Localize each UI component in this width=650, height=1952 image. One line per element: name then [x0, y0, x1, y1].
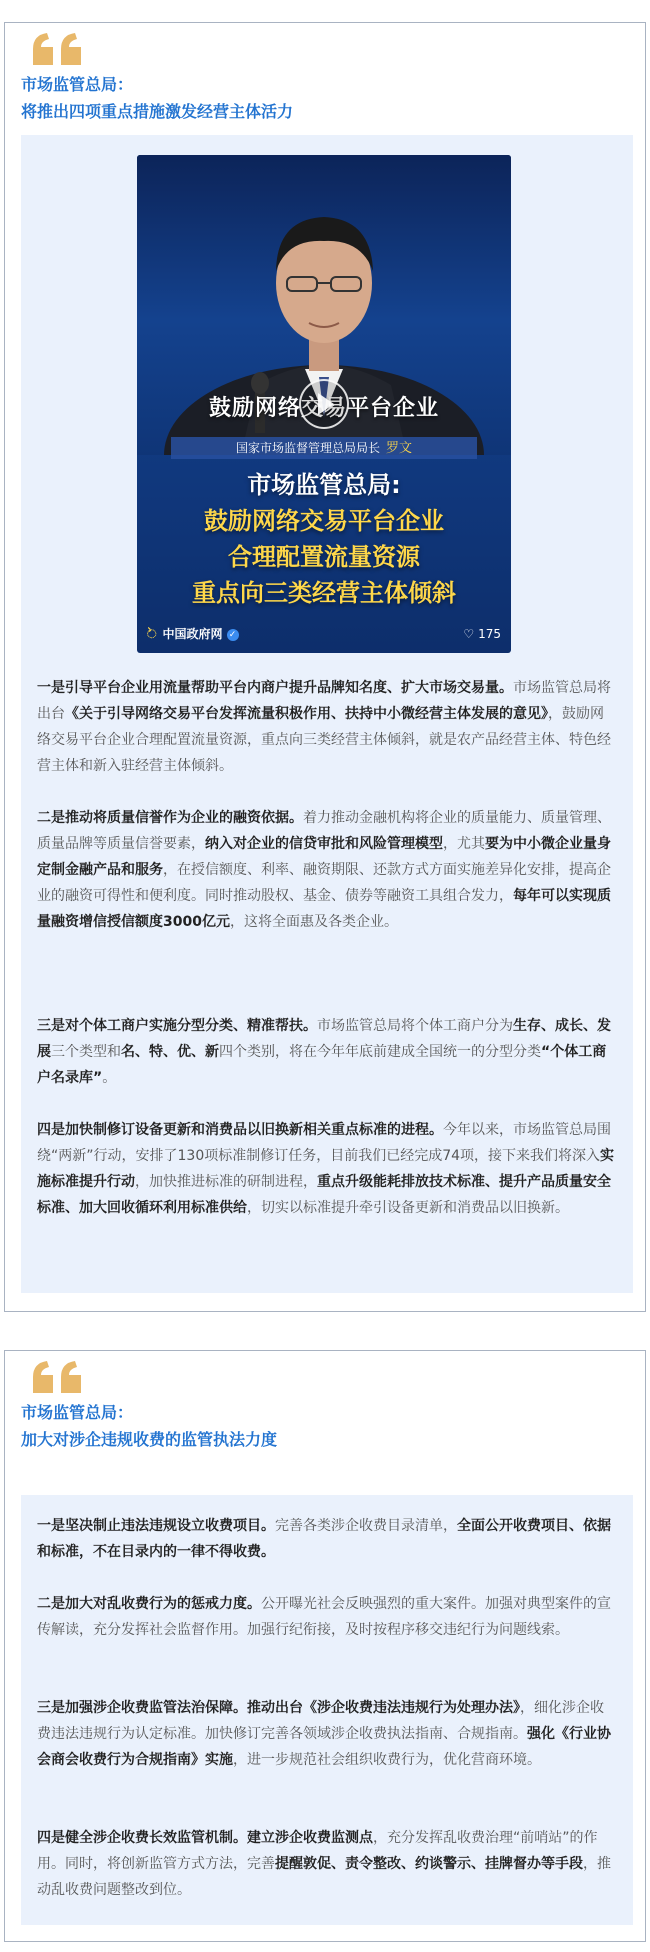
card-title: [21, 1399, 625, 1453]
like-icon: ♡: [463, 627, 475, 641]
paragraph: [37, 1117, 617, 1221]
source-logo-icon: ᨛ: [147, 627, 157, 641]
paragraph-text: 三个类型和: [51, 1044, 121, 1060]
paragraph-bold-text: 重点升级能耗排放技术标准、提升产品质量安全标准、加大回收循环利用标准供给: [37, 1174, 611, 1216]
paragraph-text: ，切实以标准提升牵引设备更新和消费品以旧换新。: [247, 1200, 569, 1216]
quote-icon: [31, 31, 87, 67]
paragraph: [37, 1513, 617, 1565]
paragraph-bold-text: 二是加大对乱收费行为的惩戒力度。: [37, 1596, 261, 1612]
paragraph: [37, 1825, 617, 1903]
paragraph-text: 市场监管总局将个体工商户分为: [317, 1018, 513, 1034]
card-title-line2: 将推出四项重点措施激发经营主体活力: [21, 102, 294, 121]
paragraph-text: ，细化涉企收费违法违规行为认定标准。加快修订完善各领域涉企收费执法指南、合规指南。: [37, 1700, 604, 1742]
paragraph-bold-text: 三是加强涉企收费监管法治保障。推动出台《涉企收费违法违规行为处理办法》: [37, 1700, 520, 1716]
paragraph-text: 四个类别，将在今年年底前建成全国统一的分型分类: [219, 1044, 541, 1060]
paragraph-text: ，在授信额度、利率、融资期限、还款方式方面实施差异化安排，提高企业的融资可得性和便利度。同时推动股权、基金、债券等融资工具组合发力，: [37, 862, 611, 904]
paragraph-text: ，这将全面惠及各类企业。: [229, 914, 398, 930]
paragraph-bold-text: 实施标准提升行动: [37, 1148, 615, 1190]
paragraph-bold-text: 三是对个体工商户实施分型分类、精准帮扶。: [37, 1018, 317, 1034]
quote-icon: [31, 1359, 87, 1395]
paragraph: [37, 805, 617, 935]
card-title-line2: 加大对涉企违规收费的监管执法力度: [21, 1430, 278, 1449]
paragraph-bold-text: 提醒敦促、责令整改、约谈警示、挂牌督办等手段: [275, 1856, 583, 1872]
video-headline-line1: 市场监管总局:: [247, 471, 401, 499]
video-footer: [147, 623, 501, 645]
paragraph-text: 着力推动金融机构将企业的质量能力、质量管理、质量品牌等质量信誉要素，: [37, 810, 611, 852]
paragraph-bold-text: 《关于引导网络交易平台发挥流量积极作用、扶持中小微经营主体发展的意见》: [65, 706, 548, 722]
paragraph-bold-text: “个体工商户名录库”: [37, 1044, 607, 1086]
paragraph-text: ，充分发挥乱收费治理“前哨站”的作用。同时，将创新监管方式方法，完善: [37, 1830, 598, 1872]
play-icon[interactable]: [299, 379, 349, 429]
paragraph-text: 市场监管总局将出台: [37, 680, 611, 722]
video-headline: [147, 467, 501, 611]
paragraph-bold-text: 一是坚决制止违法违规设立收费项目。: [37, 1518, 275, 1534]
paragraph-bold-text: 生存、成长、发展: [37, 1018, 611, 1060]
paragraph-text: ，推动乱收费问题整改到位。: [37, 1856, 611, 1898]
paragraph-text: 。: [102, 1070, 117, 1086]
paragraph-bold-text: 四是健全涉企收费长效监管机制。建立涉企收费监测点: [37, 1830, 373, 1846]
paragraph-bold-text: 二是推动将质量信誉作为企业的融资依据。: [37, 810, 303, 826]
paragraph-text: ，尤其: [443, 836, 485, 852]
paragraph-bold-text: 要为中小微企业量身定制金融产品和服务: [37, 836, 611, 878]
verified-icon: ✓: [227, 629, 239, 641]
video-headline-line4: 重点向三类经营主体倾斜: [192, 579, 456, 607]
video-headline-line2: 鼓励网络交易平台企业: [204, 507, 444, 535]
paragraph-text: ，进一步规范社会组织收费行为，优化营商环境。: [233, 1752, 541, 1768]
card-title-line1: 市场监管总局：: [21, 75, 134, 94]
paragraph-bold-text: 纳入对企业的信贷审批和风险管理模型: [205, 836, 443, 852]
paragraph-text: 完善各类涉企收费目录清单，: [275, 1518, 457, 1534]
speaker-caption: [171, 437, 477, 459]
paragraph-text: 公开曝光社会反映强烈的重大案件。加强对典型案件的宣传解读，充分发挥社会监督作用。加强行纪衔接，及时按程序移交违纪行为问题线索。: [37, 1596, 611, 1638]
content-panel: [21, 1495, 633, 1925]
paragraph: [37, 1013, 617, 1091]
paragraph-text: ，加快推进标准的研制进程，: [135, 1174, 317, 1190]
speaker-role: 国家市场监督管理总局局长: [235, 441, 380, 455]
article-card-1: [4, 22, 646, 1312]
paragraph: [37, 1591, 617, 1643]
paragraph-bold-text: 一是引导平台企业用流量帮助平台内商户提升品牌知名度、扩大市场交易量。: [37, 680, 513, 696]
paragraph-text: 今年以来，市场监管总局围绕“两新”行动，安排了130项标准制修订任务，目前我们已经完成74项，接下来我们将深入: [37, 1122, 611, 1164]
paragraph: [37, 1695, 617, 1773]
paragraph: [37, 675, 617, 779]
paragraph-bold-text: 每年可以实现质量融资增信授信额度3000亿元: [37, 888, 611, 930]
article-card-2: [4, 1350, 646, 1942]
like-count: 175: [478, 627, 501, 641]
paragraph-bold-text: 名、特、优、新: [121, 1044, 219, 1060]
video-player[interactable]: [137, 155, 511, 653]
paragraph-bold-text: 四是加快制修订设备更新和消费品以旧换新相关重点标准的进程。: [37, 1122, 443, 1138]
video-headline-line3: 合理配置流量资源: [228, 543, 420, 571]
card-title-line1: 市场监管总局：: [21, 1403, 134, 1422]
source-name: 中国政府网: [162, 627, 223, 641]
paragraph-bold-text: 全面公开收费项目、依据和标准，不在目录内的一律不得收费。: [37, 1518, 611, 1560]
video-source[interactable]: [147, 623, 239, 645]
paragraph-text: ，鼓励网络交易平台企业合理配置流量资源，重点向三类经营主体倾斜，就是农产品经营主体、特色经营主体和新入驻经营主体倾斜。: [37, 706, 611, 774]
card-title: [21, 71, 625, 125]
paragraph-bold-text: 强化《行业协会商会收费行为合规指南》实施: [37, 1726, 611, 1768]
like-button[interactable]: [463, 623, 501, 645]
speaker-name: 罗文: [386, 441, 413, 456]
content-panel: [21, 135, 633, 1293]
video-banner-text: 鼓励网络交易平台企业: [208, 396, 439, 421]
